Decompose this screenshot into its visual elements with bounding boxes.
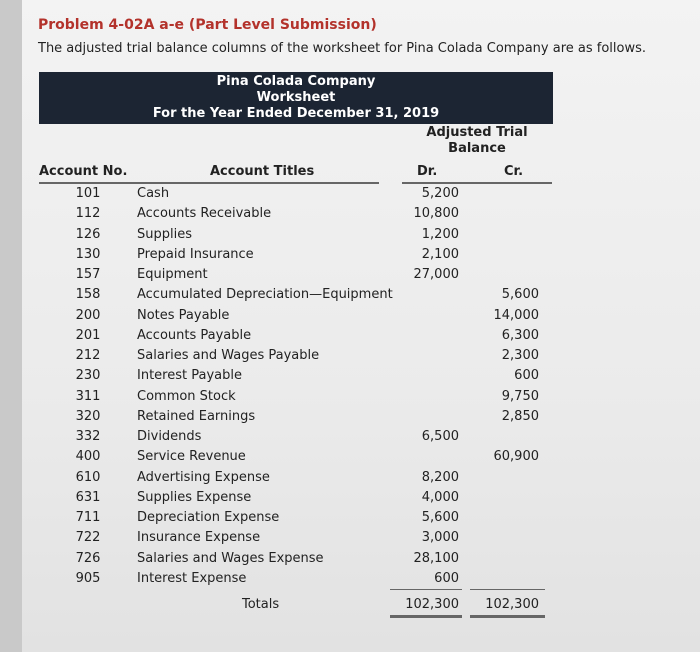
period-label: For the Year Ended December 31, 2019 (152, 106, 440, 121)
account-title: Interest Expense (137, 570, 247, 586)
problem-intro: The adjusted trial balance columns of the worksheet for Pina Colada Company are as follows. (38, 41, 647, 56)
account-number: 112 (75, 206, 101, 222)
account-number: 631 (75, 489, 101, 505)
table-row (22, 551, 700, 571)
account-title: Advertising Expense (137, 469, 270, 485)
table-row (22, 247, 700, 267)
account-title: Insurance Expense (137, 530, 261, 546)
debit-amount: 28,100 (413, 550, 459, 566)
account-number: 905 (75, 570, 101, 586)
debit-amount: 8,200 (421, 469, 459, 485)
account-title: Salaries and Wages Expense (137, 550, 324, 566)
debit-amount: 6,500 (421, 429, 459, 444)
account-number: 400 (75, 449, 101, 465)
worksheet-label: Worksheet (256, 90, 336, 105)
total-rule-cr (470, 589, 545, 590)
account-number: 320 (75, 408, 101, 424)
table-row (22, 510, 700, 530)
table-row (22, 227, 700, 247)
double-rule-cr (470, 615, 545, 618)
account-number: 230 (75, 368, 101, 384)
credit-amount: 2,850 (501, 408, 539, 424)
total-rule-dr (390, 589, 462, 590)
account-title: Supplies (137, 226, 192, 242)
table-row (22, 267, 700, 287)
credit-amount: 9,750 (501, 388, 539, 404)
account-title: Cash (137, 186, 170, 201)
account-titles-header: Account Titles (210, 164, 315, 179)
atb-line-2: Balance (448, 141, 506, 156)
debit-amount: 4,000 (421, 489, 459, 505)
account-title: Common Stock (137, 388, 236, 404)
credit-amount: 60,900 (493, 449, 539, 465)
table-row (22, 186, 700, 206)
atb-line-1: Adjusted Trial (426, 125, 528, 140)
table-row (22, 389, 700, 409)
account-title: Depreciation Expense (137, 510, 280, 525)
cr-header: Cr. (504, 164, 524, 179)
table-row (22, 530, 700, 550)
header-rule-right (402, 182, 552, 184)
table-row (22, 308, 700, 328)
debit-amount: 1,200 (421, 226, 459, 242)
credit-amount: 600 (514, 368, 539, 384)
dr-header: Dr. (417, 164, 438, 179)
adjusted-trial-balance-header (402, 125, 552, 157)
account-title: Accounts Receivable (137, 206, 272, 222)
debit-amount: 10,800 (413, 206, 459, 222)
problem-heading: Problem 4-02A a-e (Part Level Submission) (38, 17, 377, 33)
account-number: 726 (75, 550, 101, 566)
debit-amount: 5,600 (421, 510, 459, 525)
account-title: Accounts Payable (137, 327, 252, 343)
table-row (22, 206, 700, 226)
credit-amount: 14,000 (493, 307, 539, 323)
debit-amount: 3,000 (421, 530, 459, 546)
account-number: 711 (75, 510, 101, 525)
account-title: Service Revenue (137, 449, 246, 465)
account-number: 332 (75, 429, 101, 444)
account-title: Equipment (137, 267, 208, 282)
credit-amount: 2,300 (501, 348, 539, 363)
totals-label: Totals (242, 597, 280, 612)
account-no-header: Account No. (39, 164, 128, 179)
account-number: 201 (75, 327, 101, 343)
account-title: Notes Payable (137, 307, 230, 323)
table-row (22, 368, 700, 388)
table-row (22, 429, 700, 449)
table-row (22, 409, 700, 429)
account-title: Supplies Expense (137, 489, 252, 505)
debit-amount: 27,000 (413, 267, 459, 282)
account-number: 126 (75, 226, 101, 242)
table-row (22, 470, 700, 490)
account-number: 158 (75, 287, 101, 303)
debit-amount: 600 (434, 570, 459, 586)
account-title: Salaries and Wages Payable (137, 348, 320, 363)
account-number: 200 (75, 307, 101, 323)
table-row (22, 490, 700, 510)
table-row (22, 571, 700, 591)
table-row (22, 287, 700, 307)
account-number: 130 (75, 246, 101, 262)
account-title: Retained Earnings (137, 408, 256, 424)
header-rule-left (39, 182, 379, 184)
debit-amount: 5,200 (421, 186, 459, 201)
account-number: 212 (75, 348, 101, 363)
company-name: Pina Colada Company (216, 74, 376, 89)
table-row (22, 449, 700, 469)
account-number: 157 (75, 267, 101, 282)
account-number: 610 (75, 469, 101, 485)
table-row (22, 348, 700, 368)
worksheet-header-banner (39, 72, 553, 124)
account-title: Accumulated Depreciation—Equipment (137, 287, 393, 303)
table-row (22, 328, 700, 348)
document-page (22, 0, 700, 652)
account-number: 101 (75, 186, 101, 201)
double-rule-dr (390, 615, 462, 618)
total-dr: 102,300 (405, 597, 459, 612)
total-cr: 102,300 (485, 597, 539, 612)
debit-amount: 2,100 (421, 246, 459, 262)
account-title: Dividends (137, 429, 202, 444)
totals-row (22, 597, 700, 617)
account-title: Interest Payable (137, 368, 242, 384)
credit-amount: 5,600 (501, 287, 539, 303)
credit-amount: 6,300 (501, 327, 539, 343)
account-number: 311 (75, 388, 101, 404)
account-title: Prepaid Insurance (137, 246, 254, 262)
account-number: 722 (75, 530, 101, 546)
